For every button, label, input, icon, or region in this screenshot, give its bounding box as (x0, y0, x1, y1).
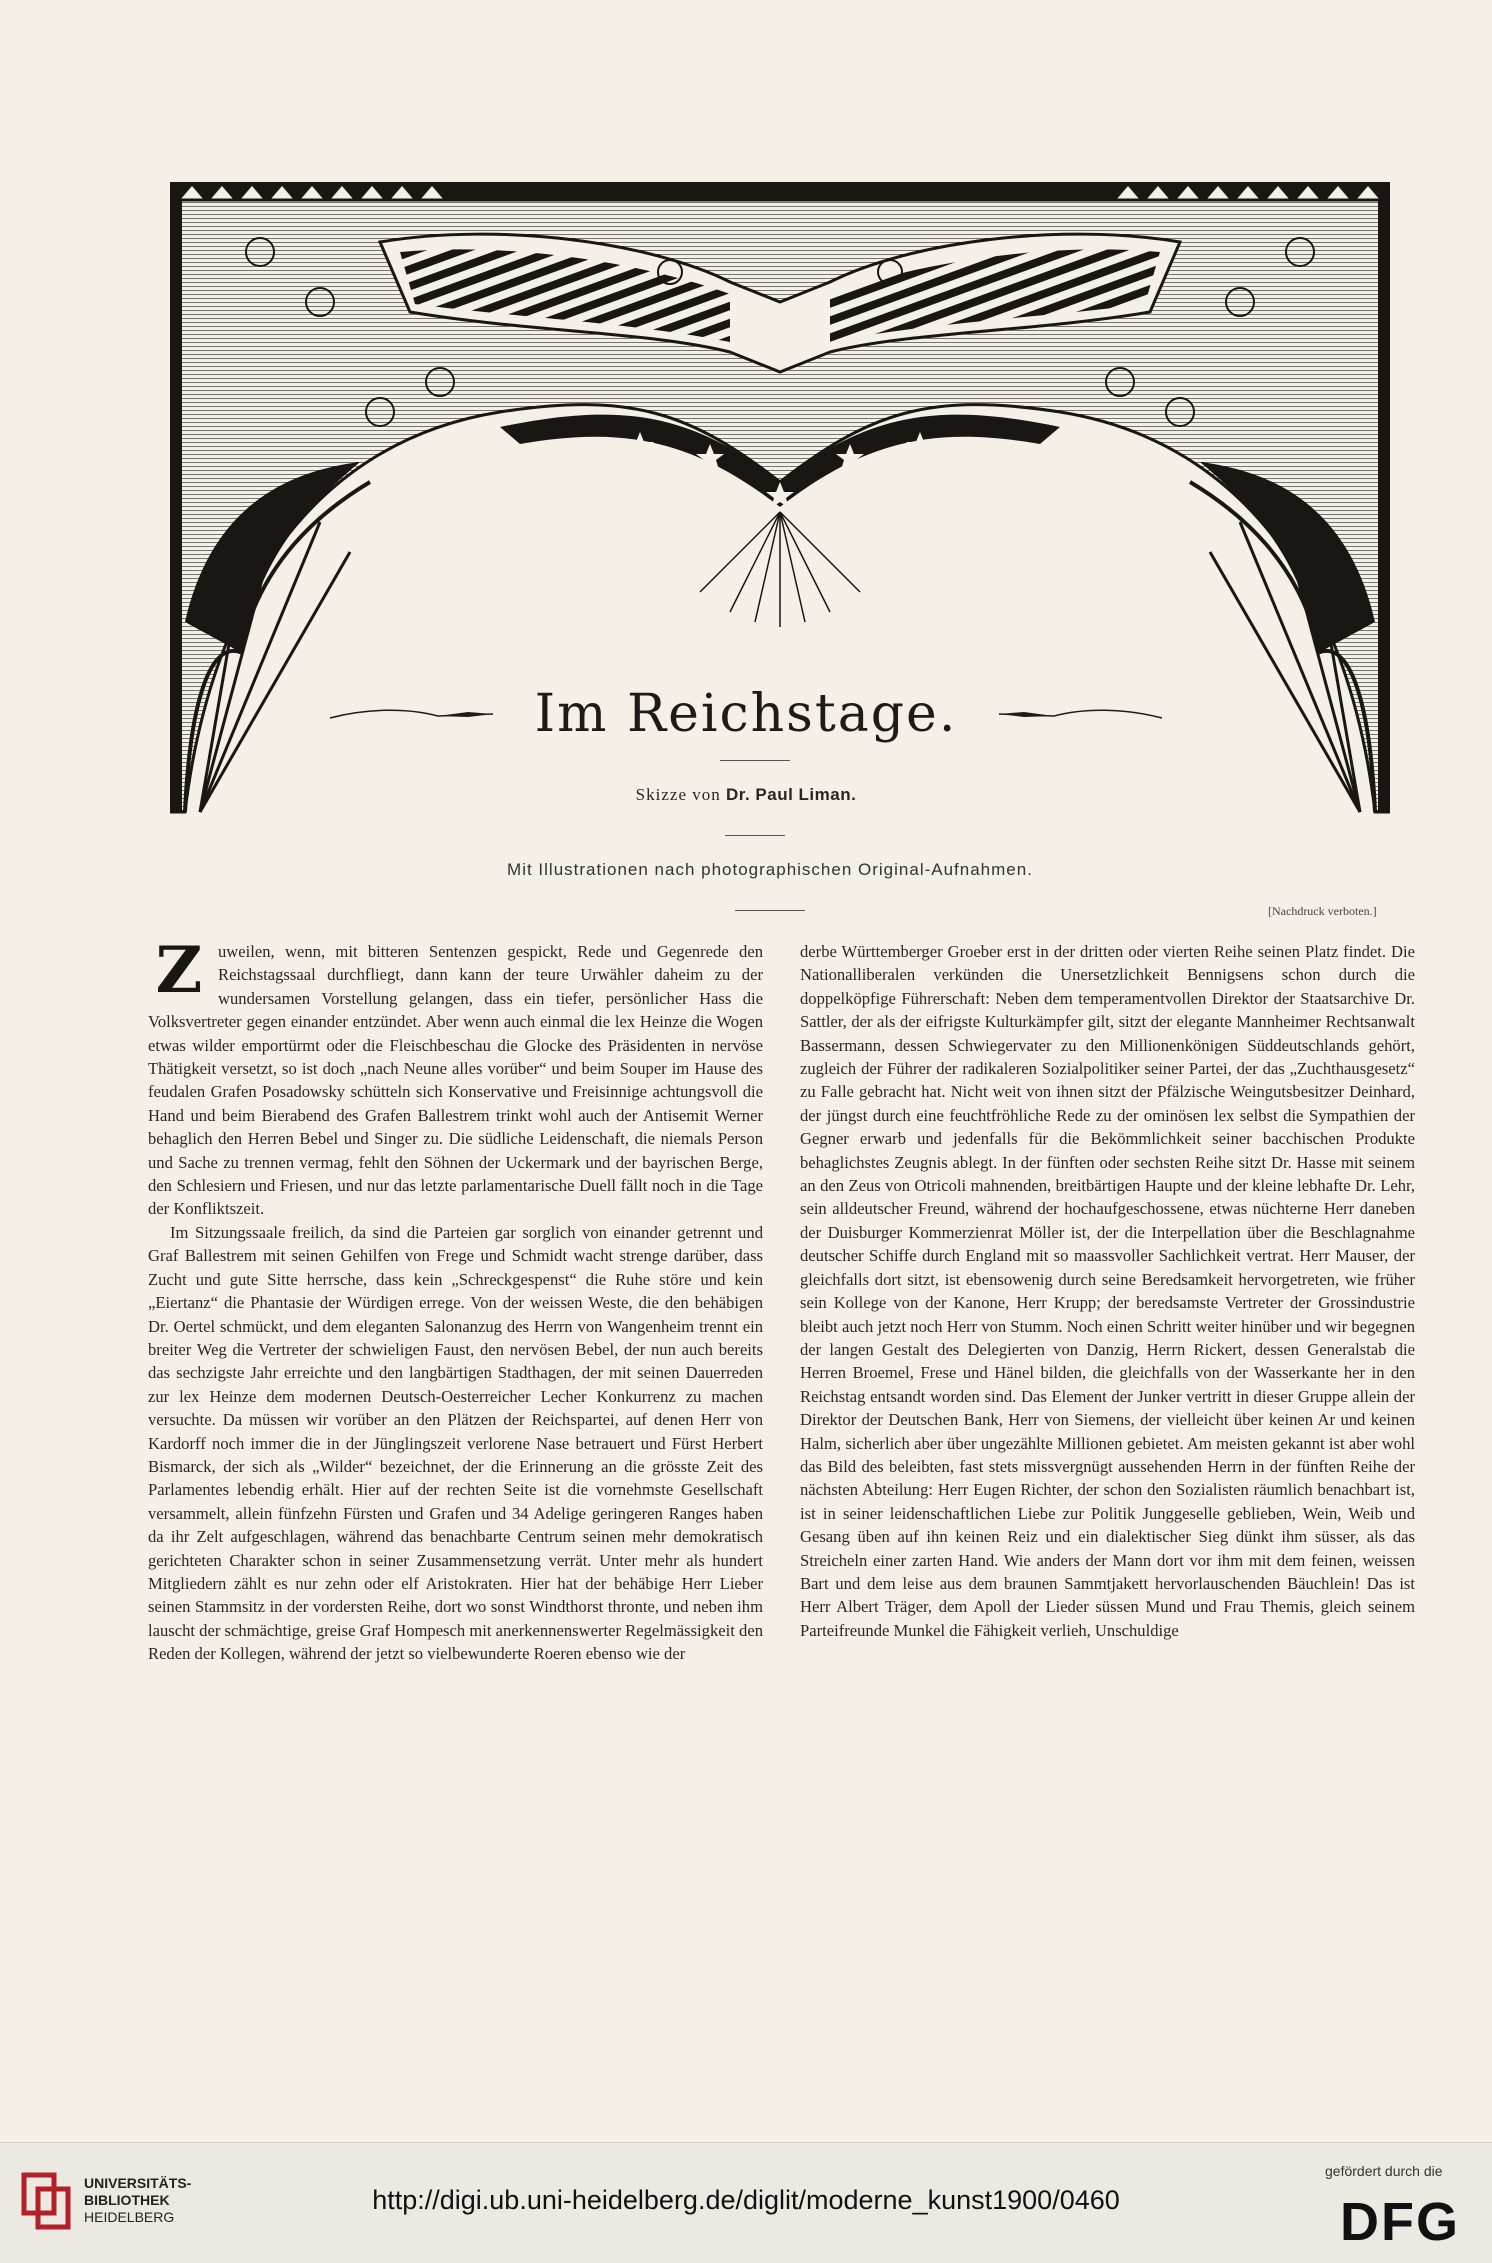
library-name-line1: UNIVERSITÄTS- (84, 2175, 192, 2191)
article-paragraph (148, 933, 763, 1221)
title-flourish-right-icon (994, 704, 1164, 724)
article-column-left (148, 933, 763, 1666)
library-name-line2: BIBLIOTHEK (84, 2192, 170, 2208)
digitization-footer (0, 2142, 1492, 2263)
divider (735, 910, 805, 911)
byline (0, 785, 1492, 805)
byline-author: Dr. Paul Liman. (726, 785, 857, 804)
funding-label: gefördert durch die (1325, 2163, 1443, 2179)
library-name-line3: HEIDELBERG (84, 2209, 175, 2225)
divider (725, 835, 785, 836)
title-text: Im Reichstage. (534, 683, 958, 744)
byline-prefix: Skizze von (635, 785, 721, 804)
article-paragraph: Im Sitzungssaale freilich, da sind die Parteien gar sorglich von einander getrennt und Graf Ballestrem mit seinen Gehilfen von Frege und Schmidt wacht strenge darüber, dass Zucht und gute Sitte herrsche, dass kein „Schreckgespenst“ die Ruhe störe und kein „Eiertanz“ die Phantasie der Würdigen errege. Von der weissen Weste, die den behäbigen Dr. Oertel schmückt, und dem eleganten Salonanzug des Herrn von Wangenheim trennt ein breiter Weg die Vertreter der schwieligen Faust, den nervösen Bebel, der nun auch bereits das sechzigste Jahr erreichte und den langbärtigen Stadthagen, der mit seinen Dauerreden zur lex Heinze dem modernen Deutsch-Oesterreicher Lecher Konkurrenz zu machen versuchte. Da müssen wir vorüber an den Plätzen der Reichspartei, auf denen Herr von Kardorff noch immer die in der Jünglingszeit verlorene Nase betrauert und Fürst Herbert Bismarck, der sich als „Wilder“ bezeichnet, der die Erinnerung an die grösste Zeit des Parlamentes lebendig erhält. Hier auf der rechten Seite ist die vornehmste Gesellschaft versammelt, allein fünfzehn Fürsten und Grafen und 34 Adelige geringeren Ranges haben da ihr Zelt aufgeschlagen, während das benachbarte Centrum seinen mehr demokratisch gerichteten Charakter schon in seiner Zusammensetzung verrät. Unter mehr als hundert Mitgliedern zählt es nur zehn oder elf Aristokraten. Hier hat der behäbige Herr Lieber seinen Stammsitz in der vordersten Reihe, dort wo sonst Windthorst thronte, und neben ihm lauscht der schmächtige, greise Graf Hompesch mit anerkennenswerter Regelmässigkeit den Reden der Kollegen, während der jetzt so vielbewunderte Roeren ebenso wie der (148, 1222, 763, 1664)
dfg-logo: DFG (1340, 2192, 1460, 2252)
divider (720, 760, 790, 761)
article-paragraph: derbe Württemberger Groeber erst in der dritten oder vierten Reihe seinen Platz findet. Die Nationalliberalen verkünden die Unersetzlichkeit Bennigsens schon durch die doppelköpfige Führerschaft: Neben dem temperamentvollen Direktor der Staatsarchive Dr. Sattler, der als der eifrigste Kulturkämpfer gilt, sitzt der elegante Mannheimer Rechtsanwalt Bassermann, dessen Schwiegervater zu den Millionenkönigen Süddeutschlands gehört, zugleich der Führer der radikaleren Sozialpolitiker seiner Partei, der das „Zuchthausgesetz“ zu Falle gebracht hat. Nicht weit von ihnen sitzt der Pfälzische Weingutsbesitzer Deinhard, der jüngst durch eine feuchtfröhliche Rede zu der ominösen lex selbst die Sympathien der Gegner erwarb und jedenfalls für die Bekömmlichkeit seiner bacchischen Produkte behaglichstes Zeugnis ablegt. In der fünften oder sechsten Reihe sitzt Dr. Hasse mit seinem an den Zeus von Otricoli mahnenden, breitbärtigen Haupte und der kleine lebhafte Dr. Lehr, sein alldeutscher Freund, während der hochaufgeschossene, etwas nüchterne Herr daneben der Duisburger Kommerzienrat Möller ist, der die Interpellation über die Beschlagnahme deutscher Schiffe durch England mit so maassvoller Sachlichkeit vertrat. Herr Mauser, der gleichfalls dort sitzt, ist ebensowenig durch seine Beredsamkeit hervorgetreten, wie früher sein Kollege von der Kanone, Herr Krupp; der beredsamste Vertreter der Grossindustrie bleibt auch jetzt noch Herr von Stumm. Noch einen Schritt weiter hinüber und wir begegnen der langen Gestalt des Delegierten von Danzig, Herrn Rickert, dessen Generalstab die Herren Broemel, Frese und Hänel bilden, die gleichfalls von der Wasserkante her in den Reichstag entsandt worden sind. Das Element der Junker vertritt in dieser Gruppe allein der Direktor der Deutschen Bank, Herr von Siemens, der vielleicht über keinen Ar und keinen Halm, sicherlich aber über ungezählte Millionen gebietet. Am meisten gekannt ist aber wohl das Bild des beleibten, fast stets missvergnügt aussehenden Herrn in der fünften Reihe der nächsten Abteilung: Herr Eugen Richter, der schon den Sozialisten räumlich benachbart ist, ist in seiner leidenschaftlichen Liebe zur Politik Junggeselle geblieben, Wein, Weib und Gesang üben auf ihn keinen Reiz und ein dialektischer Sieg dünkt ihm süsser, als das Streicheln einer zarten Hand. Wie anders der Mann dort vor ihm mit dem feinen, weissen Bart und dem leise aus dem braunen Sammtjakett hervorlauschenden Bäuchlein! Das ist Herr Albert Träger, dem Apoll der Lieder süssen Mund und Frau Themis, gleich seinem Parteifreunde Munkel die Fähigkeit verlieh, Unschuldige (800, 942, 1415, 1640)
title-flourish-left-icon (328, 704, 498, 724)
article-column-right (800, 940, 1415, 1642)
permalink-url[interactable]: http://digi.ub.uni-heidelberg.de/diglit/moderne_kunst1900/0460 (372, 2185, 1120, 2215)
paragraph-text: uweilen, wenn, mit bitteren Sentenzen gespickt, Rede und Gegenrede den Reichstagssaal durchfliegt, dann kann der teure Urwähler daheim zu der wundersamen Vorstellung gelangen, dass ein tiefer, persönlicher Hass die Volksvertreter gegen einander entzündet. Aber wenn auch einmal die lex Heinze die Wogen etwas wilder emportürmt oder die Fleischbeschau die Glocke des Präsidenten in nervöse Thätigkeit versetzt, so ist doch „nach Neune alles vorüber“ und beim Souper im Hause des feudalen Grafen Posadowsky schütteln sich Konservative und Freisinnige achtungsvoll die Hand und beim Bierabend des Grafen Ballestrem trinkt wohl auch der Antisemit Werner behaglich den Herren Bebel und Singer zu. Die südliche Leidenschaft, die niemals Person und Sache zu trennen vermag, fehlt den Söhnen der Uckermark und der bayrischen Berge, den Schlesiern und Friesen, und nur das letzte parlamentarische Duell fällt noch in die Tage der Konfliktszeit. (148, 942, 763, 1219)
illustrations-note: Mit Illustrationen nach photographischen Original-Aufnahmen. (507, 860, 1033, 879)
dropcap-letter: Z (155, 933, 203, 1008)
reprint-notice: [Nachdruck verboten.] (1268, 904, 1377, 918)
article-title (0, 680, 1492, 744)
